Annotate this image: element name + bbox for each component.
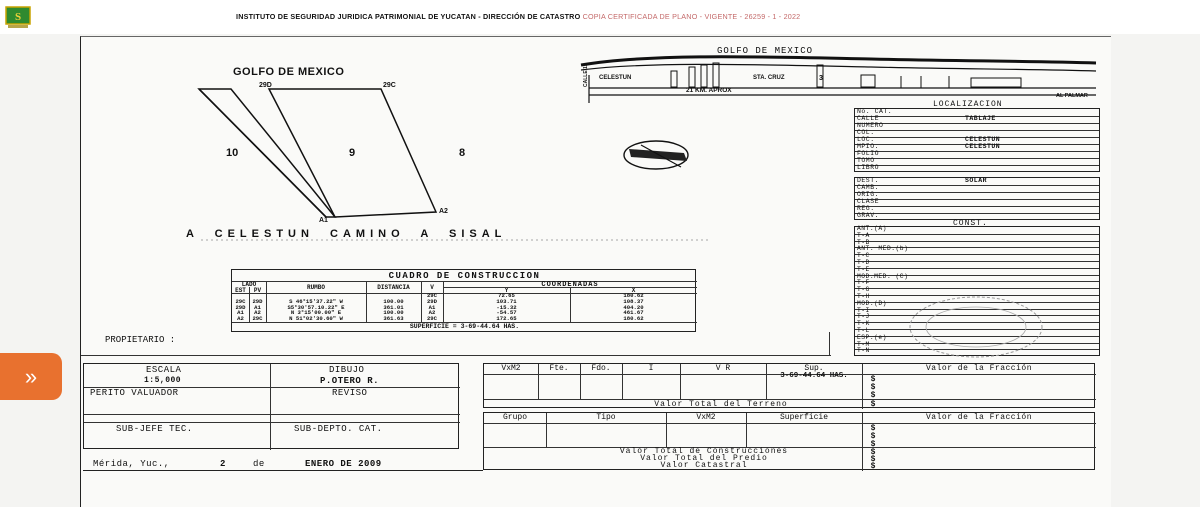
const-title: CONST. [953, 219, 988, 228]
localizacion-title: LOCALIZACION [933, 100, 1003, 109]
construction-cell-dist: 100.00 [383, 297, 404, 305]
government-seal-icon [5, 6, 31, 30]
bld-dollar-6: $ [870, 462, 876, 471]
localizacion-row-label: CALLE [857, 115, 880, 122]
localizacion-row-label: LIBRO [857, 164, 880, 171]
dibujo-label: DIBUJO [329, 365, 365, 375]
col-x: X [631, 287, 636, 294]
construction-cell-pv: 29D [252, 297, 263, 305]
const-row-label: T-N [857, 347, 870, 355]
localizacion-row-value: TABLAJE [965, 115, 996, 122]
construction-cell-x: 108.37 [623, 297, 644, 305]
const-row-label: T-D [857, 259, 870, 266]
construction-cell-x: 180.62 [623, 315, 644, 323]
cadastral-plan-sheet [80, 36, 1111, 507]
construction-cell-y: 72.65 [498, 292, 515, 299]
const-row-label: ANT. MED.(b) [857, 245, 909, 253]
land-col-fte: Fte. [549, 364, 569, 373]
construction-cell-est: 29D [235, 303, 246, 311]
lot-8-label: 8 [459, 147, 466, 159]
bld-col-sup: Superficie [779, 413, 828, 422]
const-row-label: MOD.(D) [857, 299, 887, 307]
vertex-a2-label: A2 [439, 208, 448, 215]
construction-cell-pv: 29C [252, 315, 263, 323]
land-dollar-2: $ [870, 383, 876, 392]
signatures-block [83, 363, 459, 449]
col-pv: PV [253, 287, 262, 294]
escala-value: 1:5,000 [144, 376, 182, 385]
bld-col-valor: Valor de la Fracción [925, 413, 1032, 422]
building-valuation-table [483, 412, 1095, 470]
header-title: INSTITUTO DE SEGURIDAD JURIDICA PATRIMONIAL DE YUCATAN - DIRECCIÓN DE CATASTRO COPIA CERTIFICADA DE PLANO - VIGENTE - 26259 - 1 - 2022 [236, 12, 801, 21]
construction-table [231, 269, 696, 332]
bld-col-vxm2: VxM2 [696, 413, 716, 422]
construction-cell-est: A2 [237, 315, 244, 323]
construction-cell-y: 103.71 [496, 297, 517, 305]
subdepto-label: SUB-DEPTO. CAT. [294, 424, 383, 434]
land-dollar-4: $ [870, 400, 876, 409]
destino-row-label: GRAV. [857, 212, 880, 219]
const-row-label: MOD.MED. (C) [857, 272, 909, 280]
const-row-label: T-B [857, 238, 870, 246]
land-dollar-3: $ [870, 391, 876, 400]
land-dollar-1: $ [870, 375, 876, 384]
construction-cell-v: 29C [426, 292, 438, 299]
bld-dollar-2: $ [870, 432, 876, 441]
construction-cell-y: -54.57 [496, 309, 517, 317]
destino-row-label: REG. [857, 205, 875, 212]
bld-total-const: Valor Total de Construcciones [619, 447, 789, 456]
construction-cell-x: 404.20 [623, 303, 644, 311]
construction-cell-x: 180.62 [623, 292, 644, 299]
land-valuation-table [483, 363, 1095, 408]
escala-label: ESCALA [146, 365, 182, 375]
localizacion-row-value: CELESTUN [965, 143, 1001, 150]
construction-cell-est: 29C [235, 297, 246, 305]
bld-dollar-5: $ [870, 455, 876, 464]
destino-row-label: CAMB. [857, 184, 880, 191]
const-row-label: T-F [857, 279, 870, 287]
const-row-label: T-H [857, 293, 870, 300]
north-arrow-icon [624, 141, 688, 169]
map-km-label: 21 KM. APROX [686, 87, 732, 94]
subjefe-label: SUB-JEFE TEC. [116, 424, 193, 434]
gulf-label-left: GOLFO DE MEXICO [233, 66, 345, 78]
lot-10-label: 10 [226, 147, 239, 159]
const-row-label: T-A [857, 231, 870, 239]
localizacion-row-label: COL. [857, 129, 875, 136]
owner-label: PROPIETARIO : [105, 335, 176, 345]
place-label: Mérida, Yuc., [93, 459, 170, 469]
document-header [0, 0, 1200, 34]
land-total-label: Valor Total del Terreno [654, 400, 788, 409]
col-rumbo: RUMBO [306, 284, 325, 291]
official-stamp [896, 292, 1046, 362]
construction-cell-v: 29D [426, 297, 438, 305]
construction-cell-rumbo: S 46°15'37.22" W [289, 297, 343, 305]
const-row-label: T-L [857, 327, 870, 334]
localizacion-table [854, 108, 1100, 172]
bld-dollar-3: $ [870, 440, 876, 449]
col-lado: LADO [241, 281, 257, 288]
const-row-label: T-G [857, 286, 870, 294]
localizacion-row-label: TOMO [857, 157, 875, 164]
construction-cell-dist: 361.01 [383, 303, 404, 311]
construction-cell-pv: A2 [254, 309, 261, 317]
const-row-label: T-J [857, 313, 870, 321]
svg-text:S: S [14, 11, 22, 23]
land-col-sup: Sup. [804, 364, 824, 373]
col-distancia: DISTANCIA [377, 284, 410, 291]
const-row-label: T-E [857, 265, 870, 273]
const-row-label: T-C [857, 252, 870, 260]
construction-cell-rumbo: N 3°15'00.00" E [290, 309, 342, 317]
map-num-3-label: 3 [819, 75, 823, 82]
land-col-valor: Valor de la Fracción [925, 364, 1032, 373]
construction-cell-dist: 100.00 [383, 309, 404, 317]
destino-row-label: ORIG. [857, 191, 880, 198]
vertex-a1-label: A1 [319, 217, 328, 224]
destino-table [854, 177, 1100, 220]
map-celestun-label: CELESTUN [599, 75, 632, 81]
bld-total-predio: Valor Total del Predio [640, 454, 768, 463]
map-calle-label: CALLE 11 [583, 63, 589, 87]
localizacion-row-label: NUMERO [857, 122, 884, 129]
const-row-label: T-K [857, 320, 870, 328]
destino-row-label: DEST. [857, 177, 880, 184]
localizacion-row-label: MPIO. [857, 143, 880, 150]
bld-dollar-1: $ [870, 424, 876, 433]
construction-cell-v: A1 [428, 303, 436, 311]
construction-cell-rumbo: N 51°02'30.60" W [289, 315, 343, 323]
road-label: A CELESTUN CAMINO A SISAL [186, 228, 507, 240]
const-row-label: ESP.(e) [857, 333, 887, 341]
construction-cell-y: -15.32 [496, 303, 517, 311]
dibujo-value: P.OTERO R. [320, 376, 380, 386]
land-col-i: I [648, 364, 654, 373]
col-coordenadas: COORDENADAS [541, 281, 599, 289]
double-chevron-right-icon: » [24, 364, 38, 389]
bld-col-tipo: Tipo [596, 413, 616, 422]
destino-row-value: SOLAR [965, 177, 988, 184]
construction-cell-dist: 361.63 [383, 315, 404, 323]
date-line [83, 461, 483, 471]
vertex-29c-label: 29C [383, 82, 396, 89]
location-map [571, 43, 1106, 105]
land-sup-value: 3-69-44.64 HAS. [780, 372, 848, 380]
construction-cell-v: A2 [428, 309, 436, 317]
land-col-vr: V R [715, 364, 731, 373]
date-value: ENERO DE 2009 [305, 459, 382, 469]
bld-valor-catastral: Valor Catastral [660, 461, 748, 470]
localizacion-row-value: CELESTUN [965, 136, 1001, 143]
col-v: V [430, 284, 434, 291]
col-y: Y [504, 287, 509, 294]
const-row-label: T-I [857, 306, 870, 314]
localizacion-row-label: LOC. [857, 136, 875, 143]
construction-cell-est: A1 [237, 309, 244, 317]
reviso-label: REVISO [332, 388, 368, 398]
gulf-label-right-text: GOLFO DE MEXICO [717, 46, 814, 56]
construction-table-title: CUADRO DE CONSTRUCCION [388, 271, 541, 281]
land-col-vxm2: VxM2 [501, 364, 521, 373]
construction-cell-y: 172.65 [496, 315, 517, 323]
localizacion-row-label: No. CAT. [857, 108, 893, 115]
const-row-label: T-M [857, 340, 870, 348]
superficie-total: SUPERFICIE = 3-69-44.64 HAS. [409, 323, 520, 330]
destino-row-label: CLASE [857, 198, 880, 205]
perito-label: PERITO VALUADOR [90, 388, 179, 398]
de-label: de [253, 459, 265, 469]
localizacion-row-label: FOLIO [857, 150, 880, 157]
lot-9-label: 9 [349, 147, 356, 159]
construction-cell-pv: A1 [254, 303, 261, 311]
map-sta-cruz-label: STA. CRUZ [753, 75, 785, 81]
construction-cell-v: 29C [426, 315, 438, 323]
bld-dollar-4: $ [870, 448, 876, 457]
construction-cell-rumbo: S5°30'57.10.22" E [287, 303, 345, 311]
map-al-palmar-label: AL PALMAR [1056, 93, 1088, 99]
day-value: 2 [220, 459, 226, 469]
vertex-29d-label: 29D [259, 82, 272, 89]
land-col-fdo: Fdo. [591, 364, 611, 373]
bld-col-grupo: Grupo [502, 413, 527, 422]
construction-cell-x: 461.67 [623, 309, 644, 317]
const-row-label: ANT.(A) [857, 225, 887, 232]
next-arrow-button[interactable] [0, 353, 62, 400]
col-est: EST [235, 287, 246, 294]
